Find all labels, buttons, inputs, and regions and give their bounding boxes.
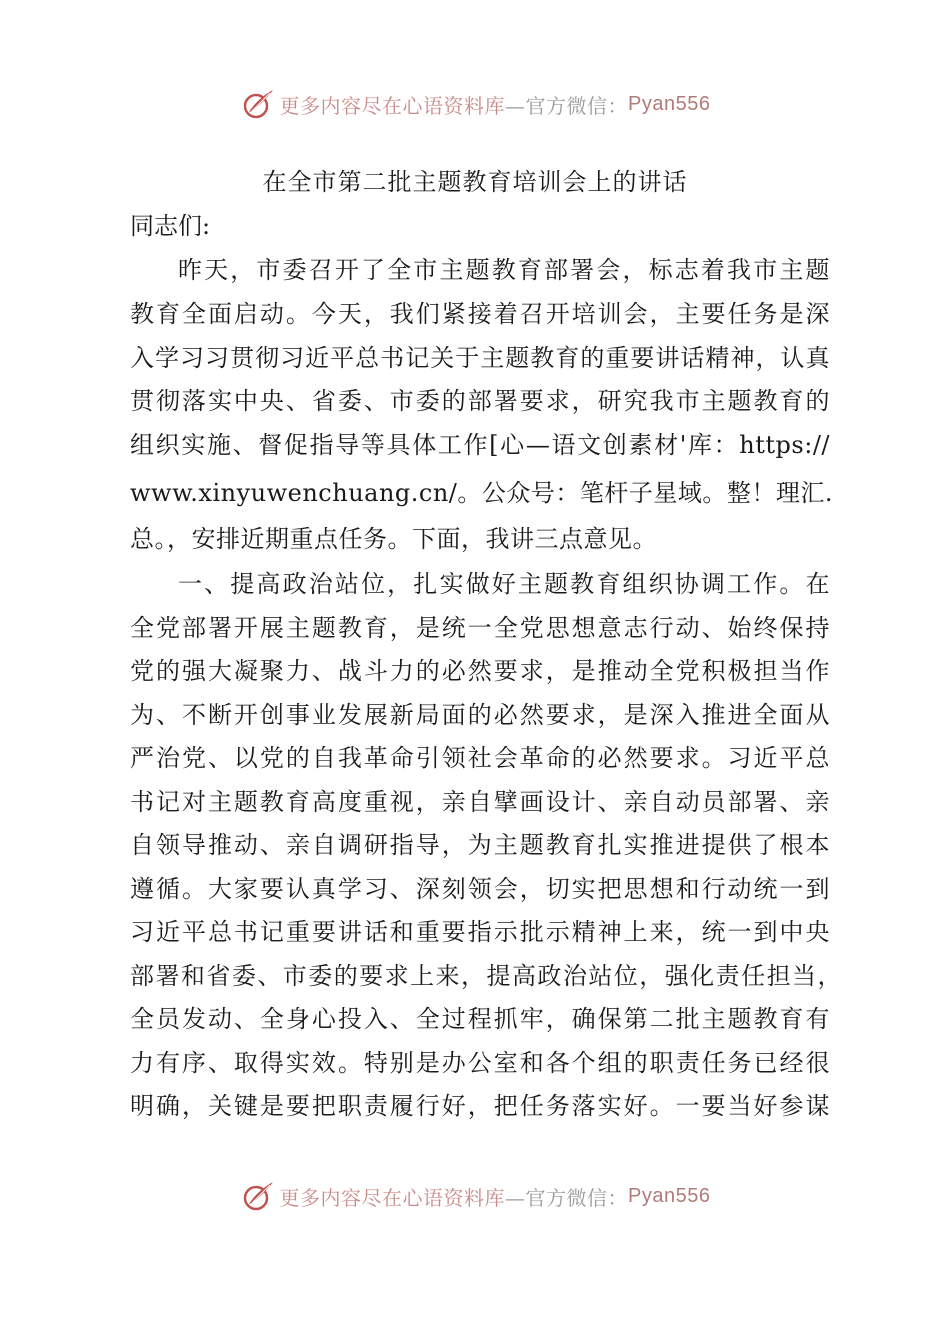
text-line: 自领导推动、亲自调研指导，为主题教育扎实推进提供了根本 [130,831,830,859]
watermark-wechat-id: Pyan556 [628,1184,711,1207]
text-line: 书记对主题教育高度重视，亲自擘画设计、亲自动员部署、亲 [130,788,830,816]
text-line: 教育全面启动。今天，我们紧接着召开培训会，主要任务是深 [130,300,830,328]
footer-watermark [0,1174,950,1218]
text-line: 明确，关键是要把职责履行好，把任务落实好。一要当好参谋 [130,1092,830,1120]
salutation: 同志们: [130,212,211,240]
watermark-library-text: 更多内容尽在心语资料库 [279,93,506,118]
header-watermark [0,82,950,126]
text-line: 全党部署开展主题教育，是统一全党思想意志行动、始终保持 [130,614,830,642]
text-line: 党的强大凝聚力、战斗力的必然要求，是推动全党积极担当作 [130,657,830,685]
text-line: 习近平总书记重要讲话和重要指示批示精神上来，统一到中央 [130,918,830,946]
document-title: 在全市第二批主题教育培训会上的讲话 [262,168,688,196]
watermark-wechat-label: —官方微信： [505,93,629,118]
text-line: 严治党、以党的自我革命引领社会革命的必然要求。习近平总 [130,744,830,772]
quill-logo-icon [240,1178,276,1214]
quill-logo-icon [240,86,276,122]
watermark-library-text: 更多内容尽在心语资料库 [279,1185,506,1210]
text-line: 一、提高政治站位，扎实做好主题教育组织协调工作。在 [178,570,830,598]
text-line: 为、不断开创事业发展新局面的必然要求，是深入推进全面从 [130,701,830,729]
text-line: 部署和省委、市委的要求上来，提高政治站位，强化责任担当， [130,962,842,990]
text-line: 力有序、取得实效。特别是办公室和各个组的职责任务已经很 [130,1049,830,1077]
text-line: 入学习习贯彻习近平总书记关于主题教育的重要讲话精神，认真 [130,344,830,372]
text-line: 贯彻落实中央、省委、市委的部署要求，研究我市主题教育的 [130,387,830,415]
text-line: www.xinyuwenchuang.cn/。公众号：笔杆子星域。整！理汇. [130,479,834,507]
text-line: 昨天，市委召开了全市主题教育部署会，标志着我市主题 [178,256,830,284]
text-line: 遵循。大家要认真学习、深刻领会，切实把思想和行动统一到 [130,875,830,903]
watermark-wechat-id: Pyan556 [628,92,711,115]
text-line: 组织实施、督促指导等具体工作[心—语文创素材'库：https:// [130,431,830,459]
text-line: 全员发动、全身心投入、全过程抓牢，确保第二批主题教育有 [130,1005,830,1033]
text-line: 总。，安排近期重点任务。下面，我讲三点意见。 [130,525,657,553]
watermark-wechat-label: —官方微信： [505,1185,629,1210]
